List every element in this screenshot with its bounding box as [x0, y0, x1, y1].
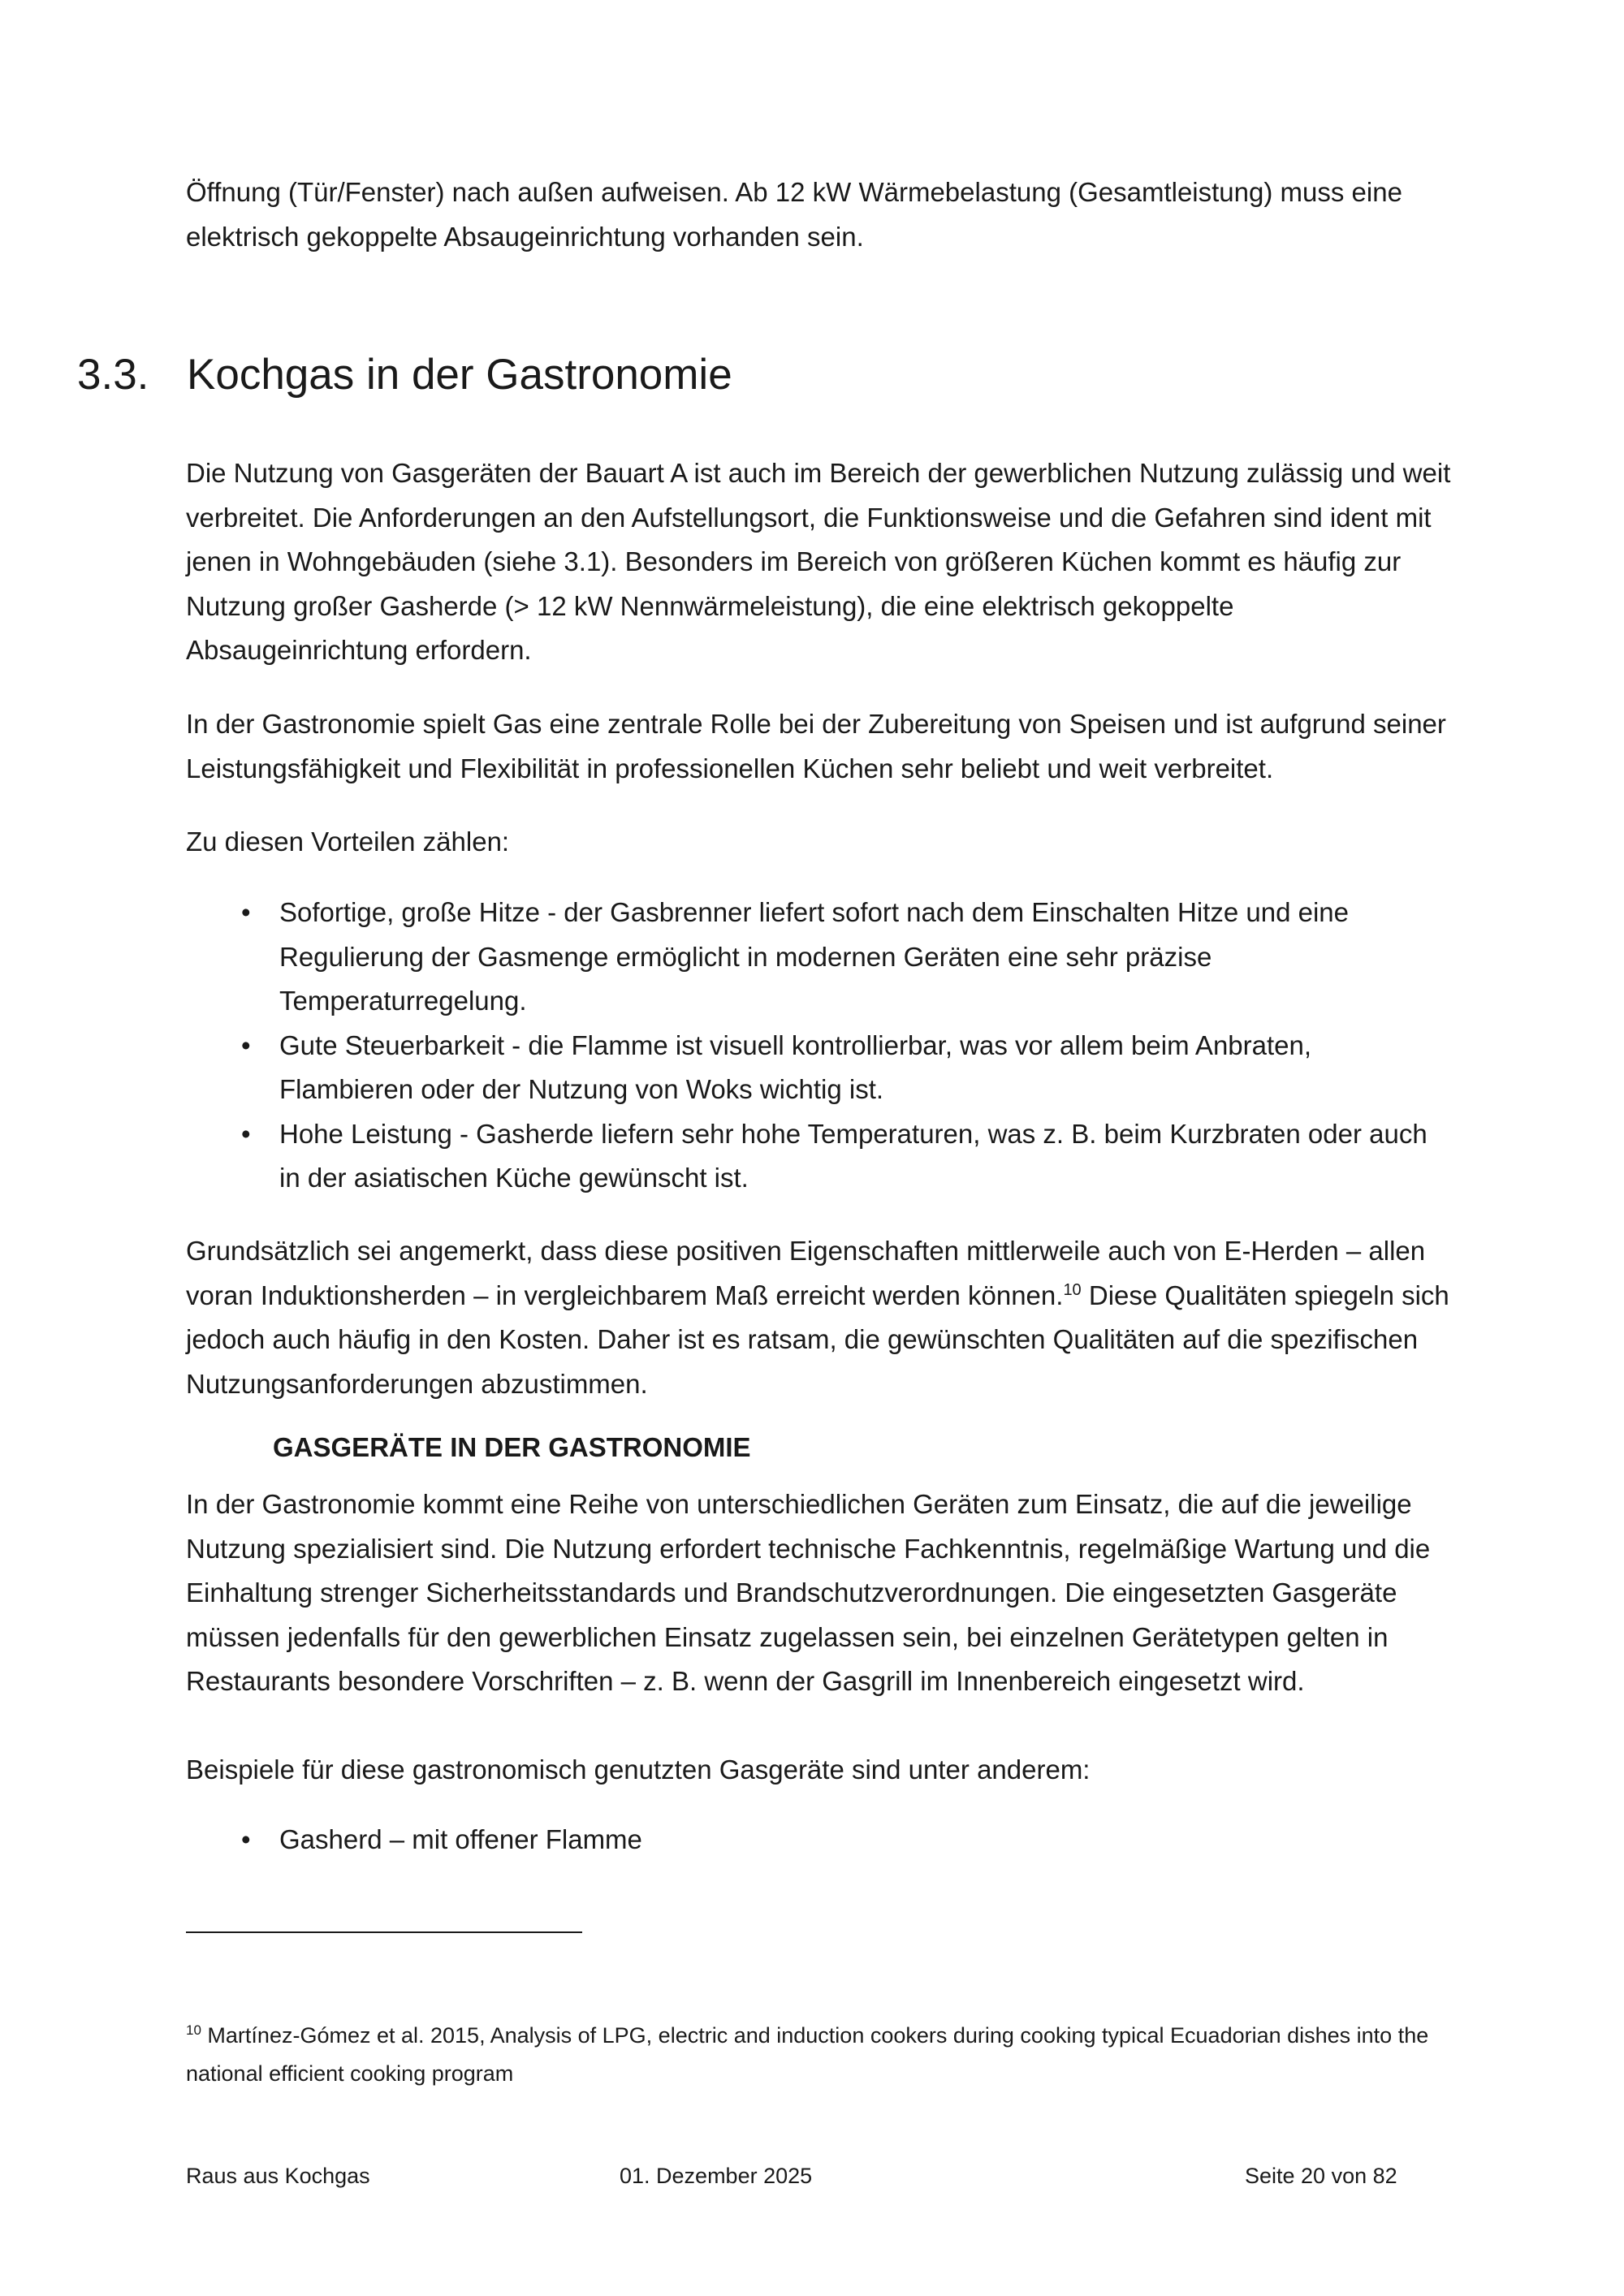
- footnote-reference[interactable]: 10: [1063, 1280, 1082, 1299]
- body-paragraph-1: Die Nutzung von Gasgeräten der Bauart A ist auch im Bereich der gewerblichen Nutzung zulässig und weit verbreitet. Die Anforderungen an den Aufstellungsort, die Funktionsweise und die Gefahren sind ident mit jenen in Wohngebäuden (siehe 3.1). Besonders im Bereich von größeren Küchen kommt es häufig zur Nutzung großer Gasherde (> 12 kW Nennwärmeleistung), die eine elektrisch gekoppelte Absaugeinrichtung erfordern.: [186, 458, 1451, 665]
- footnote: [186, 2017, 1453, 2093]
- footer-page-number: Seite 20 von 82: [1245, 2164, 1397, 2188]
- footnote-number: 10: [186, 2022, 201, 2038]
- bullet-icon: •: [241, 897, 251, 927]
- subheading: GASGERÄTE IN DER GASTRONOMIE: [273, 1432, 751, 1462]
- list-item: • Hohe Leistung - Gasherde liefern sehr hohe Temperaturen, was z. B. beim Kurzbraten oder auch in der asiatischen Küche gewünscht ist.: [186, 1112, 1453, 1201]
- section-number: 3.3.: [77, 351, 149, 399]
- footnote-separator: [186, 1931, 582, 1933]
- bullet-icon: •: [241, 1118, 251, 1149]
- examples-list: [186, 1818, 1453, 1862]
- advantages-intro: Zu diesen Vorteilen zählen:: [186, 826, 510, 857]
- advantages-list: [186, 891, 1453, 1201]
- list-item: • Gasherd – mit offener Flamme: [186, 1818, 1453, 1862]
- list-item: • Gute Steuerbarkeit - die Flamme ist visuell kontrollierbar, was vor allem beim Anbraten, Flambieren oder der Nutzung von Woks wichtig ist.: [186, 1024, 1453, 1112]
- devices-paragraph: In der Gastronomie kommt eine Reihe von unterschiedlichen Geräten zum Einsatz, die auf die jeweilige Nutzung spezialisiert sind. Die Nutzung erfordert technische Fachkenntnis, regelmäßige Wartung und die Einhaltung strenger Sicherheitsstandards und Brandschutzverordnungen. Die eingesetzten Gasgeräte müssen jedenfalls für den gewerblichen Einsatz zugelassen sein, bei einzelnen Gerätetypen gelten in Restaurants besondere Vorschriften – z. B. wenn der Gasgrill im Innenbereich eingesetzt wird.: [186, 1489, 1431, 1696]
- section-title: Kochgas in der Gastronomie: [187, 351, 732, 399]
- footer-date: 01. Dezember 2025: [620, 2164, 813, 2188]
- body-paragraph-2: In der Gastronomie spielt Gas eine zentrale Rolle bei der Zubereitung von Speisen und ist aufgrund seiner Leistungsfähigkeit und Flexibilität in professionellen Küchen sehr beliebt und weit verbreitet.: [186, 709, 1446, 783]
- intro-paragraph: Öffnung (Tür/Fenster) nach außen aufweisen. Ab 12 kW Wärmebelastung (Gesamtleistung) muss eine elektrisch gekoppelte Absaugeinrichtung vorhanden sein.: [186, 177, 1402, 252]
- bullet-icon: •: [241, 1824, 251, 1854]
- note-paragraph: Grundsätzlich sei angemerkt, dass diese positiven Eigenschaften mittlerweile auch von E-Herden – allen voran Induktionsherden – in vergleichbarem Maß erreicht werden können.$^{10}$ Diese Qualitäten spiegeln sich jedoch auch häufig in den Kosten. Daher ist es ratsam, die gewünschten Qualitäten auf die spezifischen Nutzungsanforderungen abzustimmen.: [186, 1236, 1449, 1399]
- bullet-icon: •: [241, 1029, 251, 1060]
- footnote-text: Martínez-Gómez et al. 2015, Analysis of LPG, electric and induction cookers during cooking typical Ecuadorian dishes into the national efficient cooking program: [186, 2023, 1429, 2086]
- footer-title: Raus aus Kochgas: [186, 2164, 370, 2188]
- examples-intro: Beispiele für diese gastronomisch genutzten Gasgeräte sind unter anderem:: [186, 1754, 1091, 1785]
- list-item: • Sofortige, große Hitze - der Gasbrenner liefert sofort nach dem Einschalten Hitze und eine Regulierung der Gasmenge ermöglicht in modernen Geräten eine sehr präzise Temperaturregelung.: [186, 891, 1453, 1024]
- section-heading: [77, 347, 732, 404]
